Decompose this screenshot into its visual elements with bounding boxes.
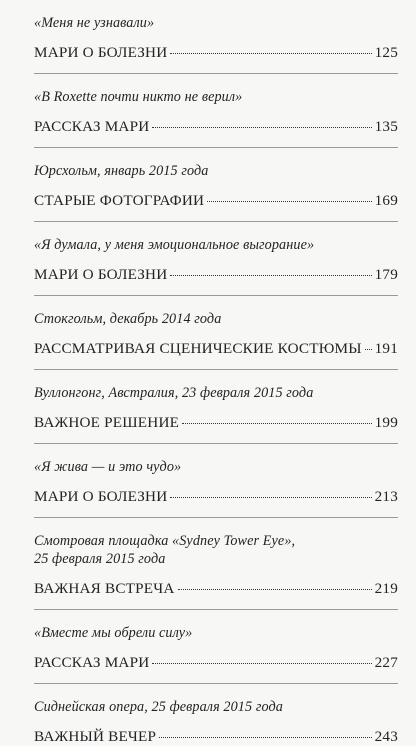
- toc-entry: [34, 162, 398, 222]
- entry-divider: [34, 147, 398, 148]
- toc-entry-heading: [34, 43, 398, 62]
- toc-entry-heading: [34, 191, 398, 210]
- toc-entry-title: МАРИ О БОЛЕЗНИ: [34, 266, 168, 283]
- toc-entry-page-number: 213: [374, 488, 398, 505]
- toc-entry-title: СТАРЫЕ ФОТОГРАФИИ: [34, 192, 205, 209]
- toc-entry-subtitle-line-2: 25 февраля 2015 года: [34, 551, 166, 567]
- toc-entry: [34, 458, 398, 518]
- dot-leader: [170, 52, 371, 54]
- toc-entry-page-number: 191: [374, 340, 398, 357]
- dot-leader: [152, 662, 371, 664]
- toc-entry-subtitle: «Вместе мы обрели силу»: [34, 625, 193, 641]
- toc-entry: [34, 14, 398, 74]
- toc-entry-subtitle: «Я думала, у меня эмоциональное выгорание»: [34, 237, 315, 253]
- toc-entry: [34, 624, 398, 684]
- toc-entry-subtitle: Сиднейская опера, 25 февраля 2015 года: [34, 699, 283, 715]
- dot-leader: [178, 588, 372, 590]
- toc-entry: [34, 384, 398, 444]
- toc-entry-heading: [34, 339, 398, 358]
- toc-entry-heading: [34, 579, 398, 598]
- toc-entry-subtitle: Вуллонгонг, Австралия, 23 февраля 2015 года: [34, 385, 314, 401]
- dot-leader: [182, 422, 372, 424]
- entry-divider: [34, 369, 398, 370]
- toc-entry: [34, 88, 398, 148]
- toc-entry-title: РАССМАТРИВАЯ СЦЕНИЧЕСКИЕ КОСТЮМЫ: [34, 340, 362, 357]
- toc-entry-heading: [34, 117, 398, 136]
- toc-entry-subtitle: «В Roxette почти никто не верил»: [34, 89, 243, 105]
- toc-entry-title: МАРИ О БОЛЕЗНИ: [34, 488, 168, 505]
- entry-divider: [34, 73, 398, 74]
- entry-divider: [34, 295, 398, 296]
- entry-divider: [34, 609, 398, 610]
- toc-entry-page-number: 199: [374, 414, 398, 431]
- toc-entry-page-number: 227: [374, 654, 398, 671]
- entry-divider: [34, 517, 398, 518]
- toc-entry: [34, 236, 398, 296]
- toc-entry-subtitle: Юрсхольм, январь 2015 года: [34, 163, 209, 179]
- dot-leader: [159, 736, 371, 738]
- toc-entry-title: РАССКАЗ МАРИ: [34, 118, 150, 135]
- toc-entry-heading: [34, 727, 398, 746]
- toc-entry-subtitle: Стокгольм, декабрь 2014 года: [34, 311, 222, 327]
- toc-entry: [34, 698, 398, 746]
- toc-entry-page-number: 169: [374, 192, 398, 209]
- toc-entry-heading: [34, 653, 398, 672]
- toc-entry-page-number: 125: [374, 44, 398, 61]
- entry-divider: [34, 683, 398, 684]
- dot-leader: [365, 348, 372, 350]
- entry-divider: [34, 221, 398, 222]
- toc-entry-title: ВАЖНЫЙ ВЕЧЕР: [34, 728, 157, 745]
- toc-entry-heading: [34, 265, 398, 284]
- dot-leader: [207, 200, 371, 202]
- toc-entry-title: ВАЖНАЯ ВСТРЕЧА: [34, 580, 175, 597]
- toc-entry-heading: [34, 413, 398, 432]
- toc-entry-title: ВАЖНОЕ РЕШЕНИЕ: [34, 414, 180, 431]
- toc-entry-subtitle: «Меня не узнавали»: [34, 15, 155, 31]
- dot-leader: [170, 274, 371, 276]
- dot-leader: [152, 126, 371, 128]
- toc-entry-title: МАРИ О БОЛЕЗНИ: [34, 44, 168, 61]
- toc-entry: [34, 532, 398, 610]
- dot-leader: [170, 496, 371, 498]
- toc-entry-title: РАССКАЗ МАРИ: [34, 654, 150, 671]
- toc-entry-subtitle: «Я жива — и это чудо»: [34, 459, 182, 475]
- table-of-contents: [34, 14, 398, 746]
- toc-entry-page-number: 219: [374, 580, 398, 597]
- toc-entry-page-number: 243: [374, 728, 398, 745]
- toc-entry-heading: [34, 487, 398, 506]
- toc-entry-page-number: 135: [374, 118, 398, 135]
- toc-entry-subtitle: Смотровая площадка «Sydney Tower Eye»,: [34, 533, 296, 549]
- entry-divider: [34, 443, 398, 444]
- toc-entry-page-number: 179: [374, 266, 398, 283]
- toc-entry: [34, 310, 398, 370]
